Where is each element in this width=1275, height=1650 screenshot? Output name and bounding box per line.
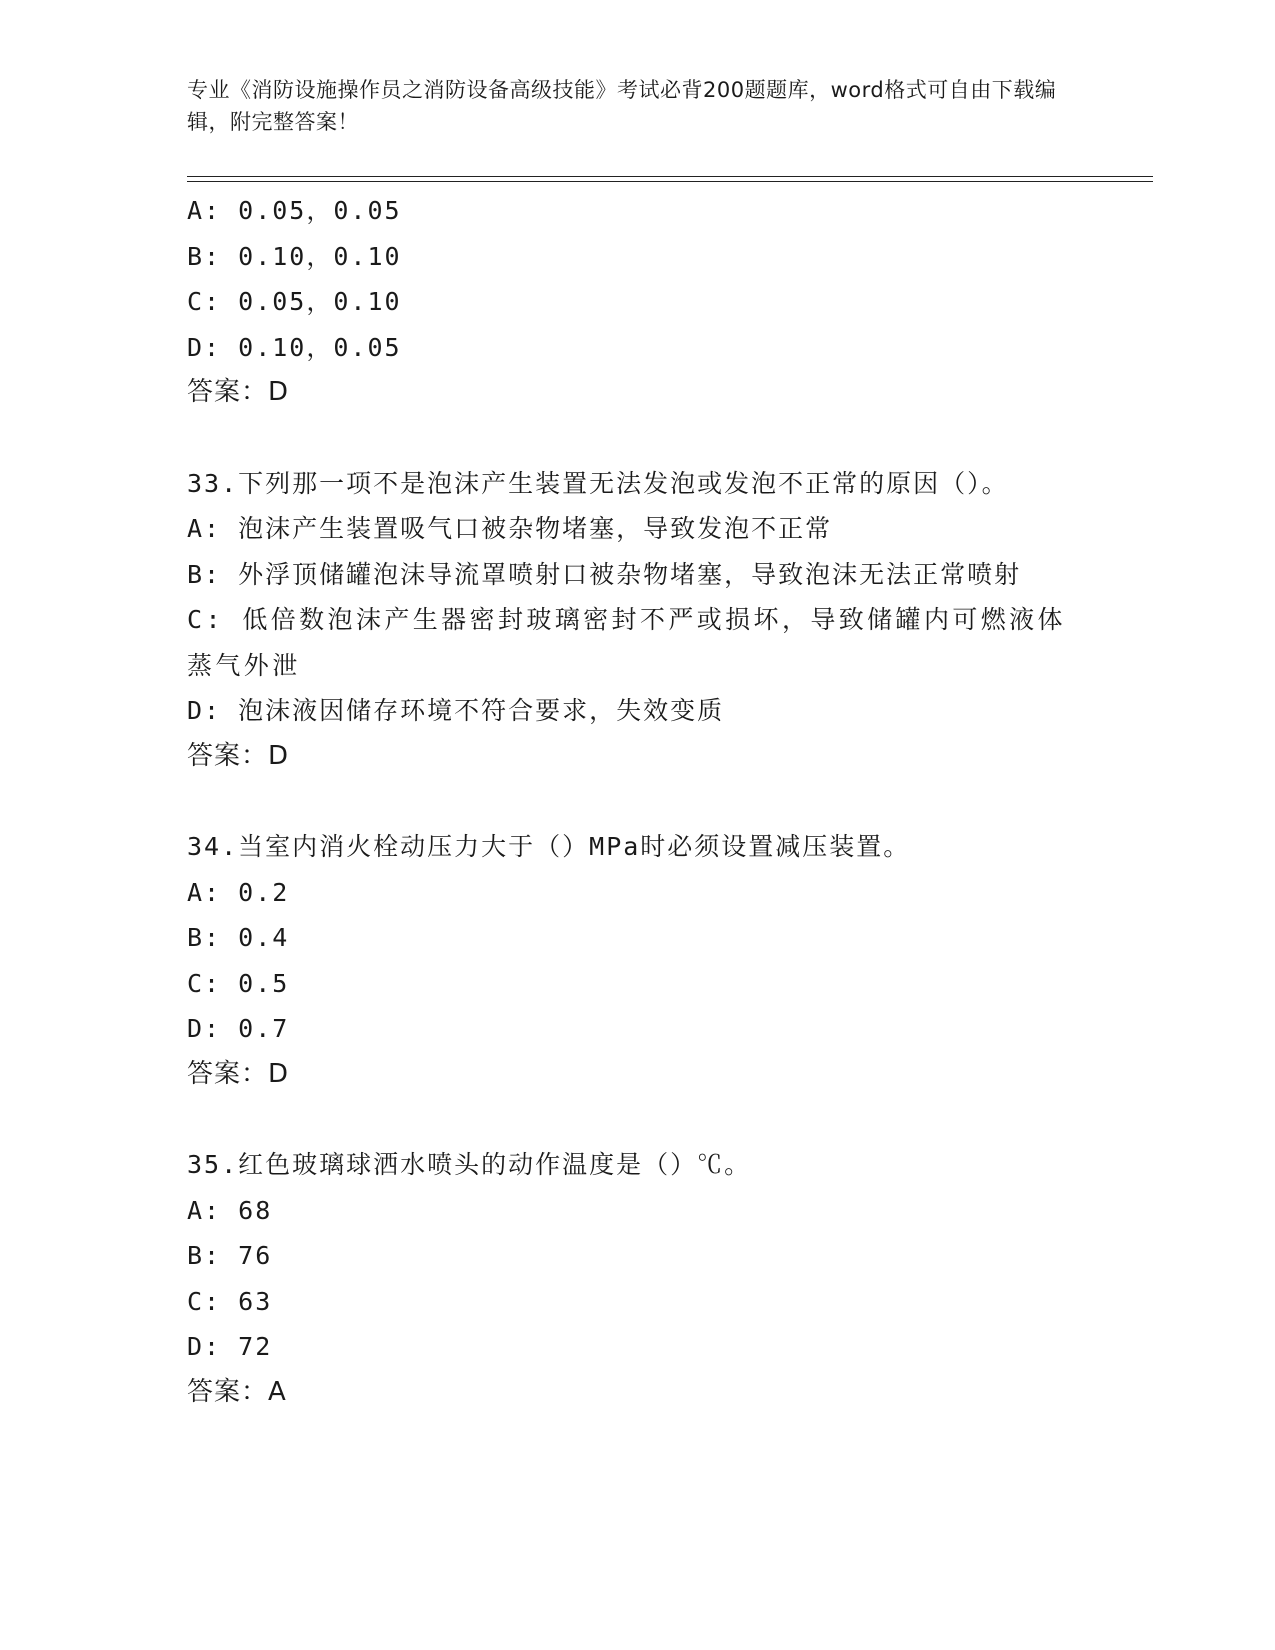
option-a: A: 68 — [187, 1195, 273, 1225]
option-d: D: 0.7 — [187, 1014, 290, 1043]
question-list — [187, 188, 1087, 1415]
answer: 答案：D — [187, 377, 290, 407]
answer: 答案：D — [187, 740, 290, 771]
question-stem: 33.下列那一项不是泡沫产生装置无法发泡或发泡不正常的原因（）。 — [187, 468, 1009, 498]
header-divider-bottom — [187, 181, 1153, 182]
option-a: A: 0.05，0.05 — [187, 196, 402, 225]
question-35 — [187, 1142, 1087, 1415]
answer: 答案：D — [187, 1058, 290, 1089]
question-stem: 34.当室内消火栓动压力大于（）MPa时必须设置减压装置。 — [187, 832, 911, 861]
option-c: C: 63 — [187, 1286, 273, 1316]
option-c: C: 低倍数泡沫产生器密封玻璃密封不严或损坏，导致储罐内可燃液体蒸气外泄 — [187, 605, 1066, 680]
option-b: B: 76 — [187, 1241, 273, 1270]
option-b: B: 0.10，0.10 — [187, 241, 402, 271]
question-33 — [187, 461, 1087, 780]
document-header: 专业《消防设施操作员之消防设备高级技能》考试必背200题题库，word格式可自由下载编辑，附完整答案！ — [187, 78, 1057, 134]
option-b: B: 外浮顶储罐泡沫导流罩喷射口被杂物堵塞，导致泡沫无法正常喷射 — [187, 559, 1022, 589]
option-d: D: 泡沫液因储存环境不符合要求，失效变质 — [187, 696, 725, 725]
header-divider-top — [187, 176, 1153, 177]
option-d: D: 72 — [187, 1332, 273, 1361]
question-stem: 35.红色玻璃球洒水喷头的动作温度是（）℃。 — [187, 1150, 752, 1179]
option-c: C: 0.5 — [187, 968, 290, 998]
option-d: D: 0.10，0.05 — [187, 332, 402, 362]
option-a: A: 泡沫产生装置吸气口被杂物堵塞，导致发泡不正常 — [187, 514, 833, 543]
question-34 — [187, 824, 1087, 1097]
answer: 答案：A — [187, 1376, 287, 1407]
option-a: A: 0.2 — [187, 877, 290, 907]
option-c: C: 0.05，0.10 — [187, 287, 402, 316]
question-32-carryover — [187, 188, 1087, 416]
option-b: B: 0.4 — [187, 923, 290, 952]
